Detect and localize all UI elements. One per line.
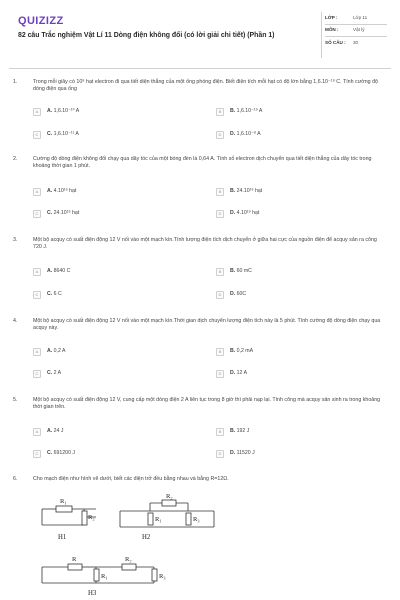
option-letter-box: C bbox=[33, 450, 41, 458]
option-letter-box: C bbox=[33, 131, 41, 139]
resistor-r1 bbox=[148, 513, 153, 525]
option-text: 0,2 mA bbox=[236, 348, 254, 355]
option-label: B. bbox=[230, 428, 236, 435]
option-label: B. bbox=[230, 268, 236, 275]
option-letter-box: A bbox=[33, 268, 41, 276]
resistor-r2 bbox=[122, 564, 136, 570]
question-2 bbox=[11, 156, 391, 217]
option-letter-box: A bbox=[33, 188, 41, 196]
option-text: 691200 J bbox=[53, 450, 75, 457]
option-label: C. bbox=[47, 370, 53, 377]
option-text: 192 J bbox=[236, 428, 250, 435]
option-text: 60 mC bbox=[236, 268, 252, 275]
option-a[interactable] bbox=[33, 267, 70, 277]
label-r1: R₁ bbox=[101, 573, 108, 580]
option-b[interactable] bbox=[216, 107, 262, 117]
option-letter-box: B bbox=[216, 188, 224, 196]
label-r1: R₁ bbox=[60, 498, 67, 505]
option-text: 1,6.10⁻¹⁰ A bbox=[53, 108, 80, 115]
option-c[interactable] bbox=[33, 369, 61, 379]
option-label: C. bbox=[47, 131, 53, 138]
option-text: 1,6.10⁻¹⁹ A bbox=[236, 108, 263, 115]
option-d[interactable] bbox=[216, 130, 261, 140]
meta-row-count bbox=[325, 37, 387, 49]
question-number: 6. bbox=[13, 476, 18, 482]
option-letter-box: C bbox=[33, 370, 41, 378]
question-3 bbox=[11, 237, 391, 298]
circuit-diagrams bbox=[38, 487, 288, 597]
resistor-r2 bbox=[82, 511, 87, 525]
meta-row-class bbox=[325, 13, 387, 25]
option-letter-box: D bbox=[216, 370, 224, 378]
circuit-figure bbox=[38, 487, 288, 597]
question-number: 4. bbox=[13, 318, 18, 324]
option-letter-box: C bbox=[33, 210, 41, 218]
question-1 bbox=[11, 79, 391, 138]
label-r3: R₃ bbox=[159, 573, 166, 580]
question-text: Một bộ acquy có suất điện động 12 V nối vào một mạch kín.Tính lượng điện tích dịch chuyển ở giữa hai cực của nguồn điện để acquy sản ra công 720 J. bbox=[33, 237, 377, 251]
option-letter-box: D bbox=[216, 450, 224, 458]
resistor-r2 bbox=[162, 500, 176, 506]
option-letter-box: D bbox=[216, 291, 224, 299]
question-6 bbox=[11, 476, 391, 483]
option-text: 6 C bbox=[53, 291, 62, 298]
option-letter-box: D bbox=[216, 131, 224, 139]
question-text: Cho mạch điện như hình vẽ dưới, biết các điện trở đều bằng nhau và bằng R=12Ω. bbox=[33, 476, 229, 482]
question-text: Cường độ dòng điện không đổi chạy qua dây tóc của một bóng đèn là 0,64 A. Tính số electron dịch chuyển qua tiết diện thẳng của dây tóc trong khoảng thời gian 1 phút. bbox=[33, 156, 372, 170]
option-b[interactable] bbox=[216, 187, 262, 197]
option-letter-box: B bbox=[216, 268, 224, 276]
option-label: D. bbox=[230, 291, 236, 298]
option-label: B. bbox=[230, 188, 236, 195]
meta-value: Lớp 11 bbox=[353, 15, 368, 21]
question-text: Một bộ acquy có suất điện động 12 V, cung cấp một dòng điện 2 A liên tục trong 8 giờ thì phải nạp lại. Tính công mà acquy sản sinh ra trong khoảng thời gian trên. bbox=[33, 397, 381, 411]
meta-key: SỐ CÂU : bbox=[325, 39, 346, 45]
option-label: A. bbox=[47, 188, 53, 195]
circuit-name-h3: H3 bbox=[88, 590, 97, 597]
option-label: B. bbox=[230, 348, 236, 355]
meta-key: MÔN : bbox=[325, 27, 339, 33]
resistor-r bbox=[68, 564, 82, 570]
option-letter-box: B bbox=[216, 428, 224, 436]
document-header bbox=[0, 0, 400, 68]
option-d[interactable] bbox=[216, 290, 246, 300]
resistor-r3 bbox=[186, 513, 191, 525]
meta-row-subject bbox=[325, 25, 387, 37]
meta-divider bbox=[321, 12, 322, 58]
question-4 bbox=[11, 318, 391, 377]
option-letter-box: A bbox=[33, 428, 41, 436]
option-d[interactable] bbox=[216, 209, 259, 219]
question-text: Một bộ acquy có suất điện động 12 V nối vào một mạch kín.Thời gian dịch chuyển lượng điện tích này là 5 phút. Tính cường độ dòng điện chạy qua acquy này. bbox=[33, 318, 381, 332]
meta-table bbox=[325, 13, 387, 49]
question-5 bbox=[11, 397, 391, 457]
option-letter-box: B bbox=[216, 348, 224, 356]
option-label: A. bbox=[47, 348, 53, 355]
meta-value: Vật lý bbox=[353, 27, 365, 33]
header-divider bbox=[9, 68, 391, 69]
option-c[interactable] bbox=[33, 130, 79, 140]
option-text: 24.10¹⁹ hạt bbox=[236, 188, 263, 195]
option-text: 60C bbox=[236, 291, 247, 298]
option-c[interactable] bbox=[33, 449, 75, 459]
option-label: A. bbox=[47, 268, 53, 275]
option-text: 8640 C bbox=[53, 268, 71, 275]
option-text: 4.10¹⁹ hạt bbox=[236, 210, 260, 217]
option-text: 24 J bbox=[53, 428, 64, 435]
label-r2: R₂ bbox=[166, 493, 173, 500]
option-a[interactable] bbox=[33, 347, 65, 357]
option-c[interactable] bbox=[33, 209, 79, 219]
option-text: 2 A bbox=[53, 370, 62, 377]
question-text: Trong mỗi giây có 10⁹ hạt electron đi qua tiết diện thẳng của một ống phóng điện. Biết điện tích mỗi hạt có độ lớn bằng 1,6.10⁻¹⁹ C. Tính cường độ dòng điện qua ống bbox=[33, 79, 378, 93]
label-r: R bbox=[72, 556, 77, 563]
meta-key: LỚP : bbox=[325, 15, 338, 21]
brand-logo: QUIZIZZ bbox=[18, 15, 64, 27]
option-label: D. bbox=[230, 131, 236, 138]
option-letter-box: A bbox=[33, 108, 41, 116]
question-number: 5. bbox=[13, 397, 18, 403]
option-letter-box: C bbox=[33, 291, 41, 299]
option-text: 4.10¹⁹ hạt bbox=[53, 188, 77, 195]
option-label: D. bbox=[230, 450, 236, 457]
option-text: 12 A bbox=[236, 370, 248, 377]
label-r3: R₃ bbox=[193, 516, 200, 523]
option-text: 1,6.10⁻¹¹ A bbox=[53, 131, 79, 138]
option-label: A. bbox=[47, 108, 53, 115]
label-r2: R₂ bbox=[125, 556, 132, 563]
option-b[interactable] bbox=[216, 267, 252, 277]
page-title: 82 câu Trắc nghiệm Vật Lí 11 Dòng điện không đổi (có lời giải chi tiết) (Phần 1) bbox=[18, 32, 275, 39]
option-d[interactable] bbox=[216, 449, 255, 459]
meta-value: 30 bbox=[353, 39, 359, 45]
option-b[interactable] bbox=[216, 347, 253, 357]
option-text: 0,2 A bbox=[53, 348, 66, 355]
option-letter-box: A bbox=[33, 348, 41, 356]
option-text: 24.10¹⁹ hạt bbox=[53, 210, 80, 217]
question-number: 1. bbox=[13, 79, 18, 85]
option-text: 11520 J bbox=[236, 450, 255, 457]
option-letter-box: D bbox=[216, 210, 224, 218]
label-r1: R₁ bbox=[155, 516, 162, 523]
resistor-r1 bbox=[56, 506, 72, 512]
option-letter-box: B bbox=[216, 108, 224, 116]
option-label: B. bbox=[230, 108, 236, 115]
label-r2: R₂ bbox=[88, 514, 95, 521]
circuit-name-h1: H1 bbox=[58, 534, 67, 541]
option-label: C. bbox=[47, 210, 53, 217]
question-number: 3. bbox=[13, 237, 18, 243]
option-a[interactable] bbox=[33, 427, 63, 437]
option-label: C. bbox=[47, 291, 53, 298]
circuit-name-h2: H2 bbox=[142, 534, 151, 541]
option-a[interactable] bbox=[33, 107, 79, 117]
option-label: C. bbox=[47, 450, 53, 457]
option-label: D. bbox=[230, 210, 236, 217]
option-a[interactable] bbox=[33, 187, 76, 197]
option-d[interactable] bbox=[216, 369, 247, 379]
option-b[interactable] bbox=[216, 427, 249, 437]
option-label: D. bbox=[230, 370, 236, 377]
option-label: A. bbox=[47, 428, 53, 435]
resistor-r3 bbox=[152, 569, 157, 581]
option-c[interactable] bbox=[33, 290, 62, 300]
resistor-r1 bbox=[94, 569, 99, 581]
circuit-h2 bbox=[120, 503, 214, 527]
question-number: 2. bbox=[13, 156, 18, 162]
option-text: 1,6.10⁻⁸ A bbox=[236, 131, 261, 138]
